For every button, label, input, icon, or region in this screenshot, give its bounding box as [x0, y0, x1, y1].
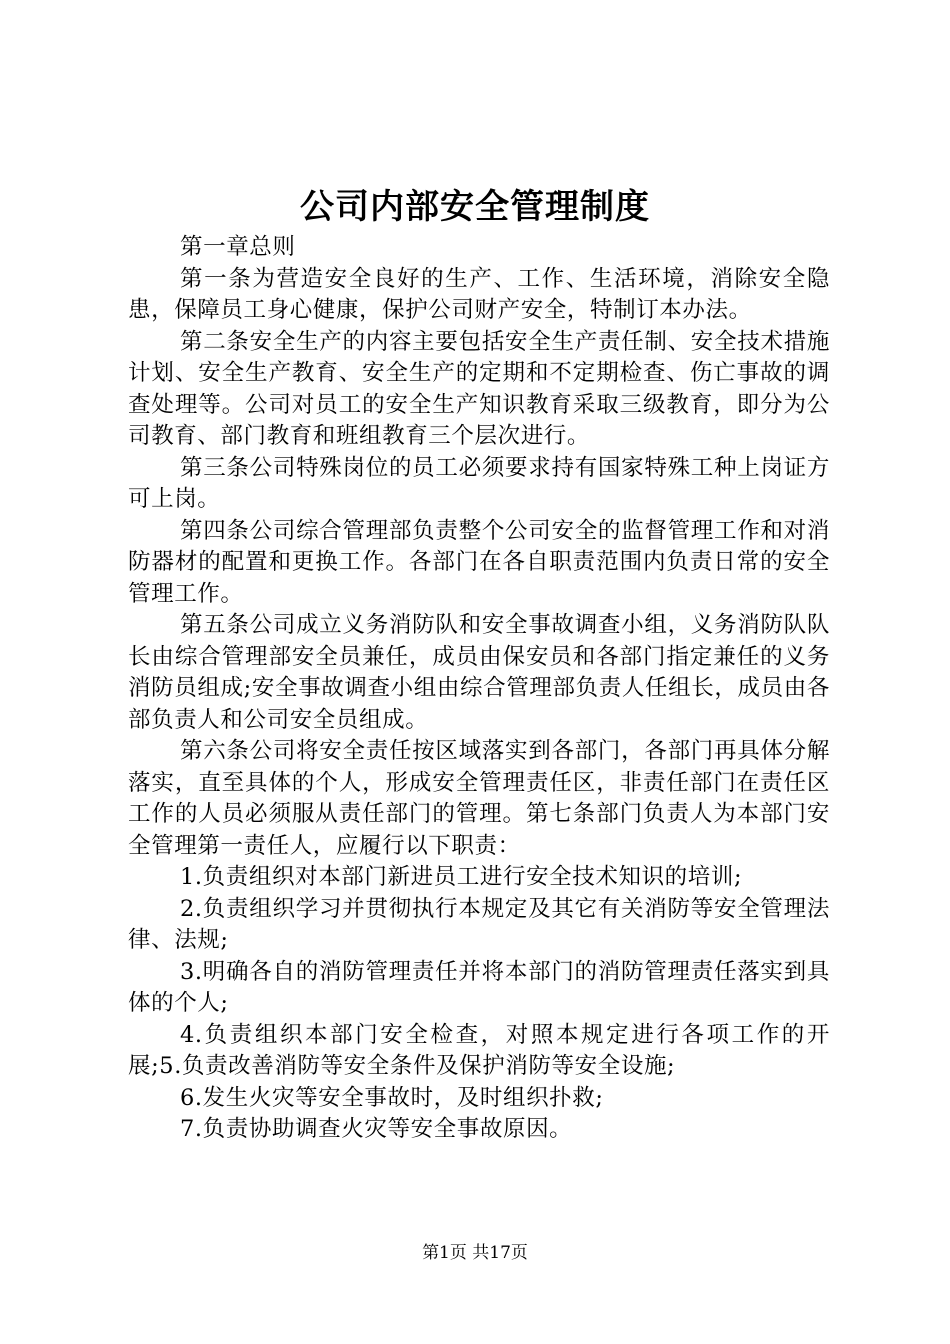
article-paragraph: 第一条为营造安全良好的生产、工作、生活环境，消除安全隐患，保障员工身心健康，保护公司财产安全，特制订本办法。 [128, 265, 830, 323]
article-paragraph: 第二条安全生产的内容主要包括安全生产责任制、安全技术措施计划、安全生产教育、安全生产的定期和不定期检查、伤亡事故的调查处理等。公司对员工的安全生产知识教育采取三级教育，即分为公司教育、部门教育和班组教育三个层次进行。 [128, 328, 830, 449]
chapter-heading: 第一章总则 [180, 234, 296, 260]
duty-item: 7.负责协助调查火灾等安全事故原因。 [180, 1116, 573, 1142]
page-number-footer: 第1页 共17页 [422, 1243, 528, 1263]
duty-item: 2.负责组织学习并贯彻执行本规定及其它有关消防等安全管理法律、法规; [128, 895, 830, 953]
document-body [128, 232, 830, 1146]
article-paragraph: 第五条公司成立义务消防队和安全事故调查小组，义务消防队队长由综合管理部安全员兼任，成员由保安员和各部门指定兼任的义务消防员组成;安全事故调查小组由综合管理部负责人任组长，成员由各部负责人和公司安全员组成。 [128, 612, 830, 733]
article-paragraph: 第三条公司特殊岗位的员工必须要求持有国家特殊工种上岗证方可上岗。 [128, 454, 830, 512]
duty-item: 3.明确各自的消防管理责任并将本部门的消防管理责任落实到具体的个人; [128, 958, 830, 1016]
duty-item: 1.负责组织对本部门新进员工进行安全技术知识的培训; [180, 864, 743, 890]
article-paragraph: 第六条公司将安全责任按区域落实到各部门，各部门再具体分解落实，直至具体的个人，形成安全管理责任区，非责任部门在责任区工作的人员必须服从责任部门的管理。第七条部门负责人为本部门安全管理第一责任人，应履行以下职责： [128, 738, 830, 859]
document-title: 公司内部安全管理制度 [300, 187, 650, 227]
duty-item: 4.负责组织本部门安全检查，对照本规定进行各项工作的开展;5.负责改善消防等安全条件及保护消防等安全设施; [128, 1021, 830, 1079]
duty-item: 6.发生火灾等安全事故时，及时组织扑救; [180, 1084, 604, 1111]
article-paragraph: 第四条公司综合管理部负责整个公司安全的监督管理工作和对消防器材的配置和更换工作。各部门在各自职责范围内负责日常的安全管理工作。 [128, 517, 830, 607]
